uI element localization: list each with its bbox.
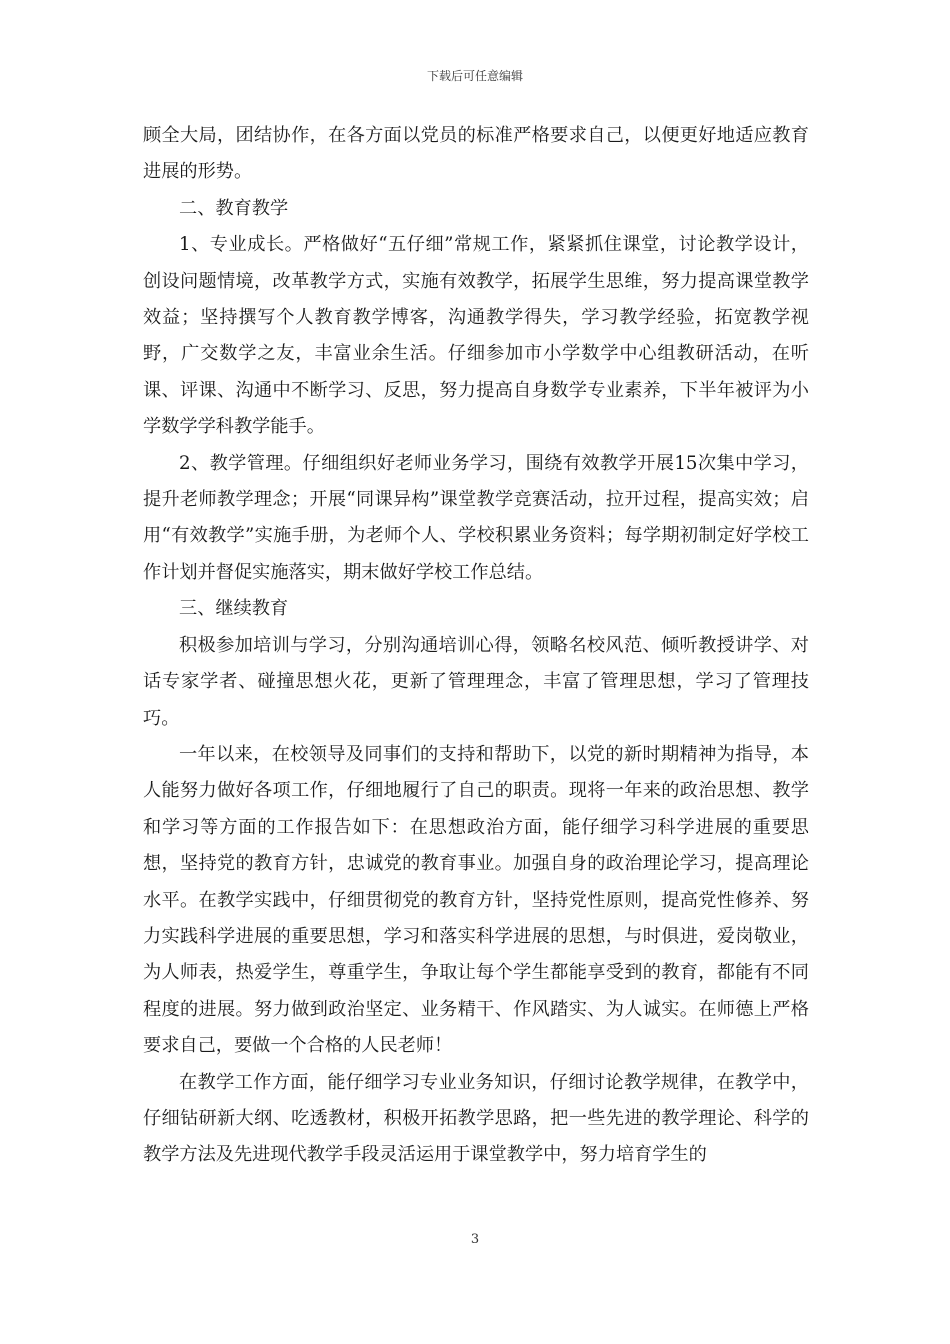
page-header: 下载后可任意编辑 [426,69,523,83]
paragraph-teaching-management: 2、教学管理。仔细组织好老师业务学习，围绕有效教学开展15次集中学习，提升老师教学理念；开展“同课异构”课堂教学竞赛活动，拉开过程，提高实效；启用“有效教学”实施手册，为老师个人、学校积累业务资料；每学期初制定好学校工作计划并督促实施落实，期末做好学校工作总结。 [143,452,809,583]
section-heading-3: 三、继续教育 [179,598,289,620]
paragraph-continuing-education: 积极参加培训与学习，分别沟通培训心得，领略名校风范、倾听教授讲学、对话专家学者、碰撞思想火花，更新了管理理念，丰富了管理思想，学习了管理技巧。 [143,634,809,729]
paragraph-teaching-work: 在教学工作方面，能仔细学习专业业务知识，仔细讨论教学规律，在教学中，仔细钻研新大纲、吃透教材，积极开拓教学思路，把一些先进的教学理论、科学的教学方法及先进现代教学手段灵活运用于课堂教学中，努力培育学生的 [143,1071,809,1166]
section-heading-2: 二、教育教学 [179,197,289,219]
page-number: 3 [470,1232,480,1247]
paragraph-annual-report: 一年以来，在校领导及同事们的支持和帮助下，以党的新时期精神为指导，本人能努力做好各项工作，仔细地履行了自己的职责。现将一年来的政治思想、教学和学习等方面的工作报告如下：在思想政治方面，能仔细学习科学进展的重要思想，坚持党的教育方针，忠诚党的教育事业。加强自身的政治理论学习，提高理论水平。在教学实践中，仔细贯彻党的教育方针，坚持党性原则，提高党性修养、努力实践科学进展的重要思想，学习和落实科学进展的思想，与时俱进，爱岗敬业，为人师表，热爱学生，尊重学生，争取让每个学生都能享受到的教育，都能有不同程度的进展。努力做到政治坚定、业务精干、作风踏实、为人诚实。在师德上严格要求自己，要做一个合格的人民老师！ [143,743,809,1057]
document-body [143,118,809,1174]
paragraph-professional-growth: 1、专业成长。严格做好“五仔细”常规工作，紧紧抓住课堂，讨论教学设计，创设问题情境，改革教学方式，实施有效教学，拓展学生思维，努力提高课堂教学效益；坚持撰写个人教育教学博客，沟通教学得失，学习教学经验，拓宽教学视野，广交数学之友，丰富业余生活。仔细参加市小学数学中心组教研活动，在听课、评课、沟通中不断学习、反思，努力提高自身数学专业素养，下半年被评为小学数学学科教学能手。 [143,234,809,438]
paragraph-1: 顾全大局，团结协作，在各方面以党员的标准严格要求自己，以便更好地适应教育进展的形势。 [143,125,809,183]
